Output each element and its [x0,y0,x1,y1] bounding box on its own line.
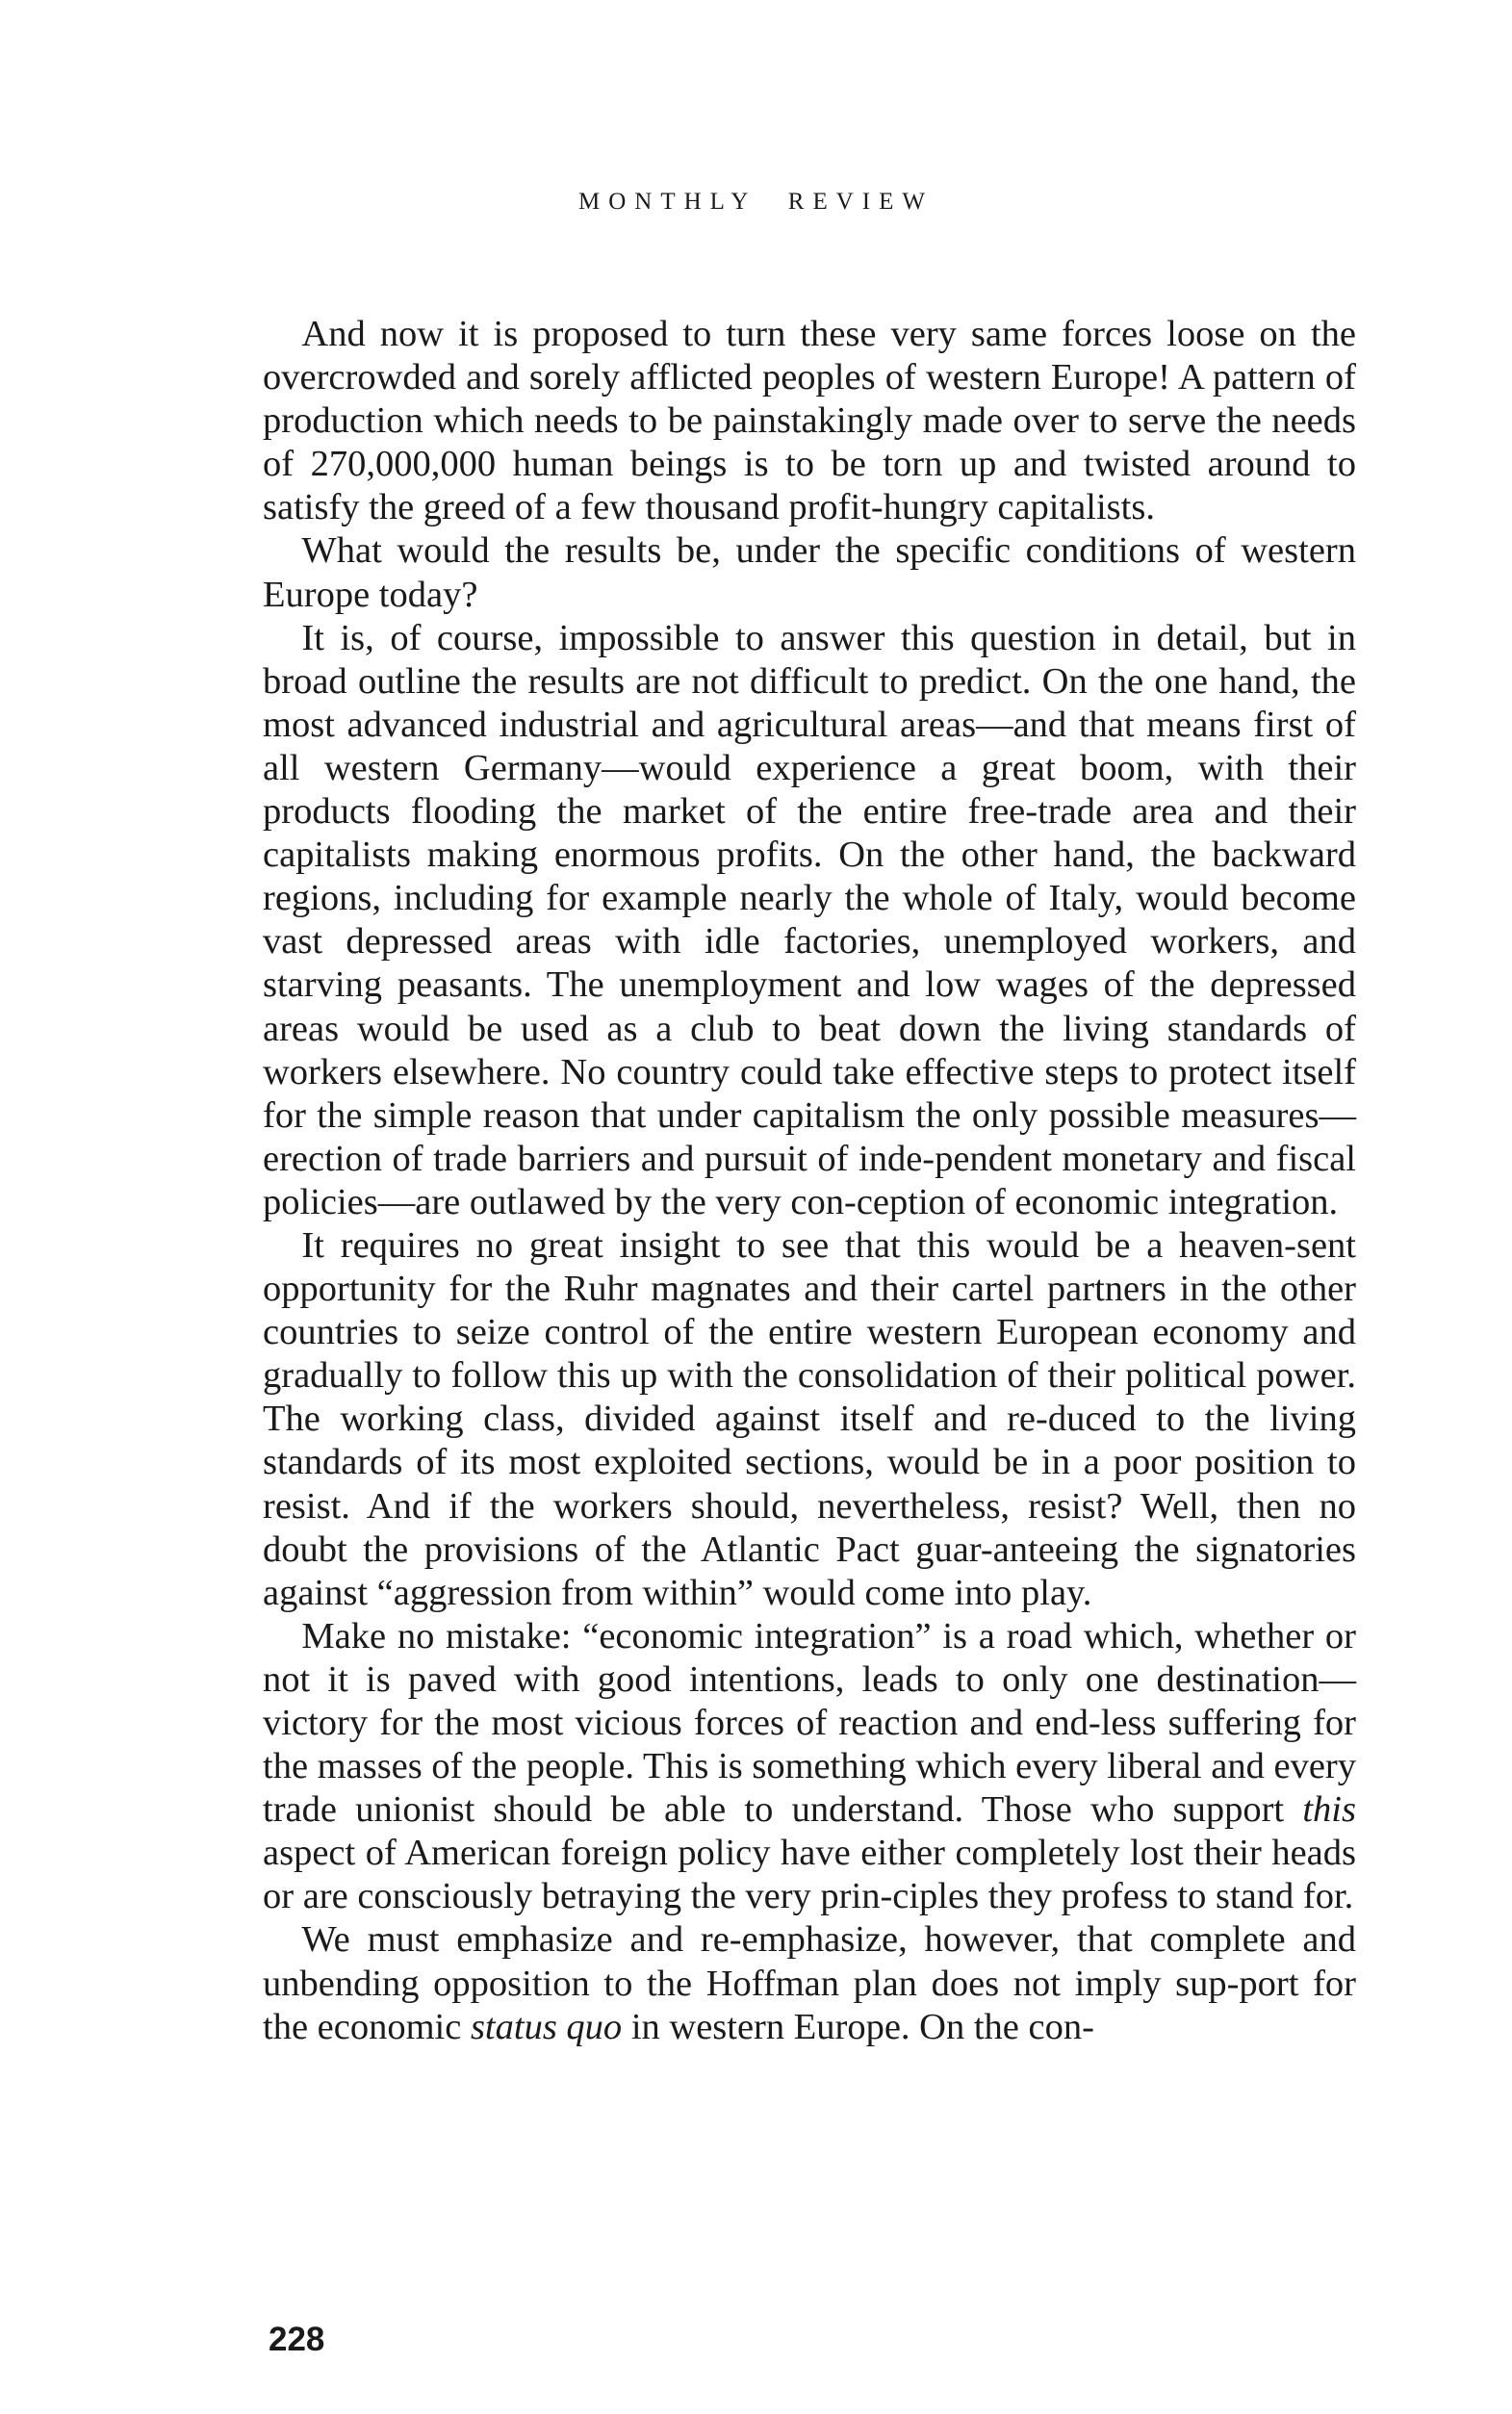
text-run: And now it is proposed to turn these very same forces loose on the overcrowded and sorely afflicted peoples of western Europe! A pattern of production which needs to be painstakingly made over to serve the needs of 270,000,000 human beings is to be torn up and twisted around to satisfy the greed of a few thousand profit-hungry capitalists. [263,314,1356,528]
text-run: in western Europe. On the con- [622,2006,1094,2047]
paragraph [263,1918,1356,2048]
article-body [263,313,1356,2049]
running-head: MONTHLY REVIEW [578,189,934,215]
text-run: aspect of American foreign policy have either completely lost their heads or are consciously betraying the very prin-ciples they profess to stand for. [263,1833,1356,1917]
paragraph [263,1615,1356,1919]
text-run: We must emphasize and re-emphasize, however, that complete and unbending opposition to the Hoffman plan does not imply sup-port for the economic [263,1919,1356,2047]
text-run: It is, of course, impossible to answer this question in detail, but in broad outline the results are not difficult to predict. On the one hand, the most advanced industrial and agricultural areas—and that means first of all western Germany—would experience a great boom, with their products flooding the market of the entire free-trade area and their capitalists making enormous profits. On the other hand, the backward regions, including for example nearly the whole of Italy, would become vast depressed areas with idle factories, unemployed workers, and starving peasants. The unemployment and low wages of the depressed areas would be used as a club to beat down the living standards of workers elsewhere. No country could take effective steps to protect itself for the simple reason that under capitalism the only possible measures—erection of trade barriers and pursuit of inde-pendent monetary and fiscal policies—are outlawed by the very con-ception of economic integration. [263,617,1356,1222]
text-run: Make no mistake: “economic integration” is a road which, whether or not it is paved with good intentions, leads to only one destination—victory for the most vicious forces of reaction and end-less suffering for the masses of the people. This is something which every liberal and every trade unionist should be able to understand. Those who support [263,1615,1356,1831]
text-run: What would the results be, under the specific conditions of western Europe today? [263,530,1356,615]
page-number: 228 [269,2321,325,2358]
paragraph [263,617,1356,1224]
paragraph [263,529,1356,616]
paragraph [263,313,1356,529]
italic-emphasis: this [1302,1789,1356,1831]
italic-emphasis: status quo [470,2006,623,2047]
text-run: It requires no great insight to see that this would be a heaven-sent opportunity for the Ruhr magnates and their cartel partners in the other countries to seize control of the entire western European economy and gradually to follow this up with the consolidation of their political power. The working class, divided against itself and re-duced to the living standards of its most exploited sections, would be in a poor position to resist. And if the workers should, nevertheless, resist? Well, then no doubt the provisions of the Atlantic Pact guar-anteeing the signatories against “aggression from within” would come into play. [263,1224,1356,1613]
paragraph [263,1224,1356,1615]
